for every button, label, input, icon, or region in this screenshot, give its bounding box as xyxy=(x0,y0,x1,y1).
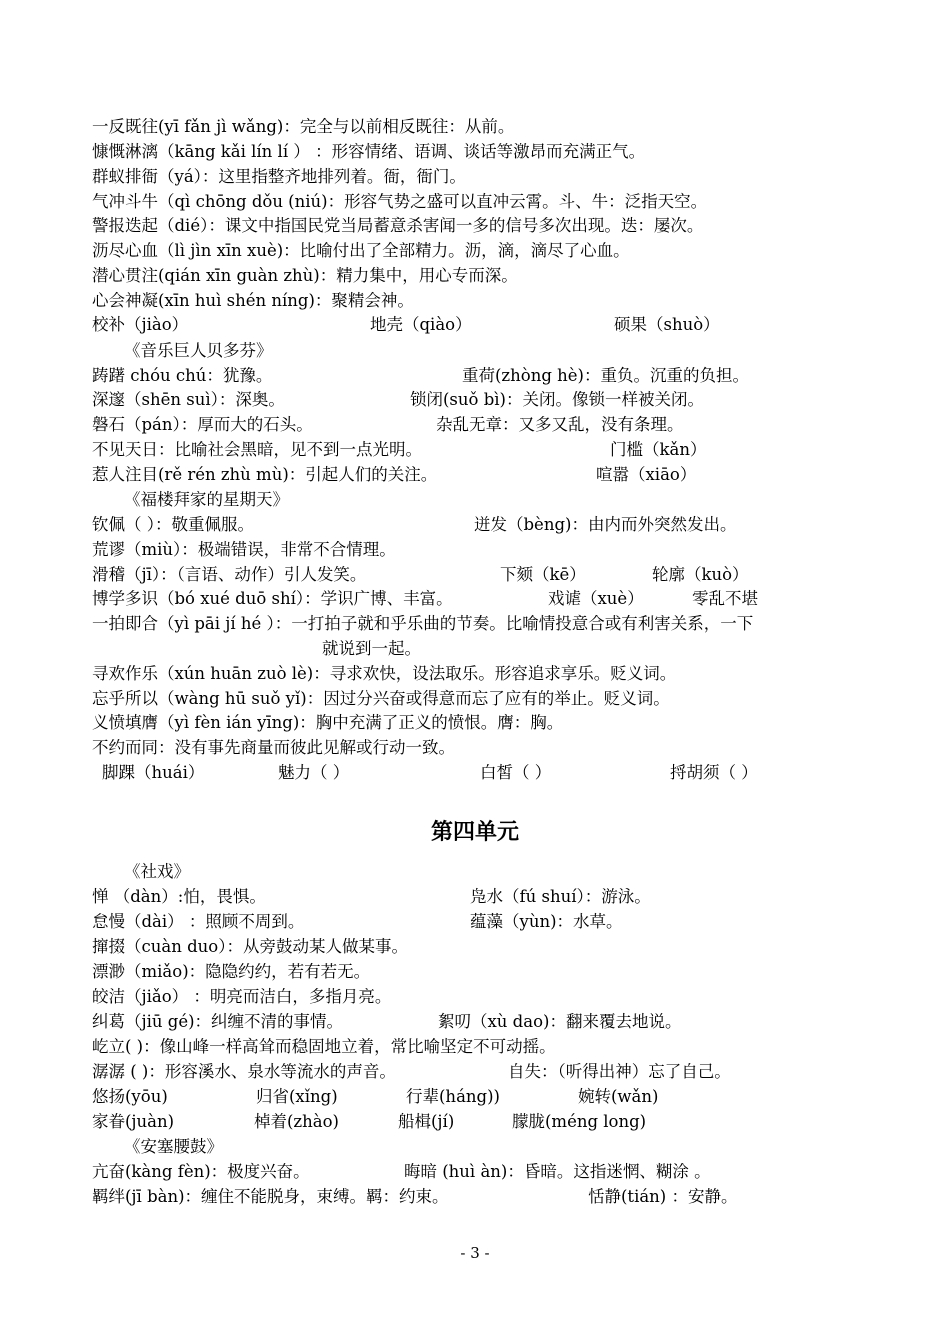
entry: 魅力（ ） xyxy=(278,763,350,782)
entry-line: 气冲斗牛（qì chōng dǒu (niú)：形容气势之盛可以直冲云霄。斗、牛：泛指天空。 xyxy=(92,192,708,211)
entry-row xyxy=(0,1160,950,1184)
entry-row xyxy=(0,910,950,934)
entry-row xyxy=(0,313,950,337)
entry: 悠扬(yōu) xyxy=(92,1087,168,1106)
entry: 行辈(háng)) xyxy=(406,1087,500,1106)
entry: 硕果（shuò） xyxy=(614,315,720,334)
entry: 磐石（pán）：厚而大的石头。 xyxy=(92,415,313,434)
entry-row xyxy=(0,463,950,487)
entry-row xyxy=(0,413,950,437)
entry-line: 寻欢作乐（xún huān zuò lè)：寻求欢快，设法取乐。形容追求享乐。贬义词。 xyxy=(92,664,677,683)
entry: 滑稽（jī）：（言语、动作）引人发笑。 xyxy=(92,565,367,584)
entry: 捋胡须（ ） xyxy=(670,763,758,782)
entry: 惹人注目(rě rén zhù mù)：引起人们的关注。 xyxy=(92,465,438,484)
entry: 棹着(zhào) xyxy=(254,1112,339,1131)
section-heading: 《社戏》 xyxy=(124,862,190,881)
section-heading: 《音乐巨人贝多芬》 xyxy=(124,341,273,360)
entry: 惮 （dàn）:怕，畏惧。 xyxy=(92,887,266,906)
entry: 亢奋(kàng fèn)：极度兴奋。 xyxy=(92,1162,310,1181)
entry: 校补（jiào） xyxy=(92,315,189,334)
entry-line: 慷慨淋漓（kāng kǎi lín lí ） ：形容情绪、语调、谈话等激昂而充满正气。 xyxy=(92,142,646,161)
entry: 锁闭(suǒ bì)：关闭。像锁一样被关闭。 xyxy=(410,390,704,409)
entry: 脚踝（huái） xyxy=(102,763,205,782)
entry-row xyxy=(0,587,950,611)
entry: 羁绊(jī bàn)：缠住不能脱身，束缚。羁：约束。 xyxy=(92,1187,449,1206)
entry: 迸发（bèng)：由内而外突然发出。 xyxy=(474,515,737,534)
section-heading: 《安塞腰鼓》 xyxy=(124,1137,223,1156)
entry-row xyxy=(0,761,950,785)
unit-title: 第四单元 xyxy=(430,819,519,845)
entry: 船楫(jí) xyxy=(398,1112,455,1131)
entry: 怠慢（dài） ：照顾不周到。 xyxy=(92,912,305,931)
entry-row xyxy=(0,513,950,537)
entry-line: 漂渺（miǎo)：隐隐约约，若有若无。 xyxy=(92,962,371,981)
entry-line: 撺掇（cuàn duo）：从旁鼓动某人做某事。 xyxy=(92,937,408,956)
entry: 晦暗 (huì àn)：昏暗。这指迷惘、糊涂 。 xyxy=(404,1162,711,1181)
entry: 钦佩（ ）：敬重佩服。 xyxy=(92,515,254,534)
entry-row xyxy=(0,1010,950,1034)
entry-line: 忘乎所以（wàng hū suǒ yǐ)：因过分兴奋或得意而忘了应有的举止。贬义词。 xyxy=(92,689,670,708)
entry-line: 一反既往(yī fǎn jì wǎng)：完全与以前相反既往：从前。 xyxy=(92,117,515,136)
entry: 门槛（kǎn） xyxy=(610,440,707,459)
entry-row xyxy=(0,388,950,412)
entry-row xyxy=(0,1085,950,1109)
entry: 博学多识（bó xué duō shí）：学识广博、丰富。 xyxy=(92,589,453,608)
entry-row xyxy=(0,563,950,587)
entry-line: 就说到一起。 xyxy=(322,639,421,658)
entry-line: 群蚁排衙（yá）：这里指整齐地排列着。衙，衙门。 xyxy=(92,167,466,186)
entry: 蕴藻（yùn)：水草。 xyxy=(470,912,623,931)
entry-line: 皎洁（jiǎo） ：明亮而洁白，多指月亮。 xyxy=(92,987,392,1006)
entry: 杂乱无章：又多又乱，没有条理。 xyxy=(436,415,684,434)
entry-row xyxy=(0,1185,950,1209)
entry: 重荷(zhòng hè)：重负。沉重的负担。 xyxy=(462,366,749,385)
entry: 婉转(wǎn) xyxy=(578,1087,659,1106)
entry: 恬静(tián) ：安静。 xyxy=(588,1187,738,1206)
entry: 戏谑（xuè） xyxy=(548,589,644,608)
entry-row xyxy=(0,1110,950,1134)
entry: 归省(xǐng) xyxy=(256,1087,338,1106)
page-number: - 3 - xyxy=(460,1244,490,1262)
entry: 不见天日：比喻社会黑暗，见不到一点光明。 xyxy=(92,440,422,459)
entry-row xyxy=(0,1060,950,1084)
entry: 纠葛（jiū gé)：纠缠不清的事情。 xyxy=(92,1012,344,1031)
entry-line: 义愤填膺（yì fèn ián yīng)：胸中充满了正义的愤恨。膺：胸。 xyxy=(92,713,564,732)
entry-line: 潜心贯注(qián xīn guàn zhù)：精力集中，用心专而深。 xyxy=(92,266,518,285)
entry: 凫水（fú shuí）：游泳。 xyxy=(470,887,651,906)
entry-line: 荒谬（miù）：极端错误，非常不合情理。 xyxy=(92,540,396,559)
entry-line: 沥尽心血（lì jìn xīn xuè)：比喻付出了全部精力。沥，滴，滴尽了心血。 xyxy=(92,241,630,260)
entry: 踌躇 chóu chú：犹豫。 xyxy=(92,366,273,385)
entry: 潺潺 ( )：形容溪水、泉水等流水的声音。 xyxy=(92,1062,396,1081)
entry-row xyxy=(0,364,950,388)
entry: 地壳（qiào） xyxy=(370,315,472,334)
entry-line: 心会神凝(xīn huì shén níng)：聚精会神。 xyxy=(92,291,414,310)
entry: 喧嚣（xiāo） xyxy=(596,465,697,484)
entry-line: 屹立( )：像山峰一样高耸而稳固地立着，常比喻坚定不可动摇。 xyxy=(92,1037,556,1056)
entry: 絮叨（xù dao)：翻来覆去地说。 xyxy=(438,1012,682,1031)
entry: 朦胧(méng long) xyxy=(512,1112,647,1131)
entry: 零乱不堪 xyxy=(692,589,758,608)
entry: 下颏（kē） xyxy=(500,565,586,584)
entry: 家眷(juàn) xyxy=(92,1112,175,1131)
entry: 轮廓（kuò） xyxy=(652,565,749,584)
entry-line: 一拍即合（yì pāi jí hé ）：一打拍子就和乎乐曲的节奏。比喻情投意合或有利害关系，一下 xyxy=(92,614,754,633)
entry: 深邃（shēn suì）：深奥。 xyxy=(92,390,285,409)
entry: 白皙（ ） xyxy=(480,763,552,782)
section-heading: 《福楼拜家的星期天》 xyxy=(124,490,289,509)
entry-row xyxy=(0,885,950,909)
entry-line: 警报迭起（dié）：课文中指国民党当局蓄意杀害闻一多的信号多次出现。迭：屡次。 xyxy=(92,216,704,235)
entry-line: 不约而同：没有事先商量而彼此见解或行动一致。 xyxy=(92,738,455,757)
entry: 自失：（听得出神）忘了自己。 xyxy=(508,1062,731,1081)
entry-row xyxy=(0,438,950,462)
